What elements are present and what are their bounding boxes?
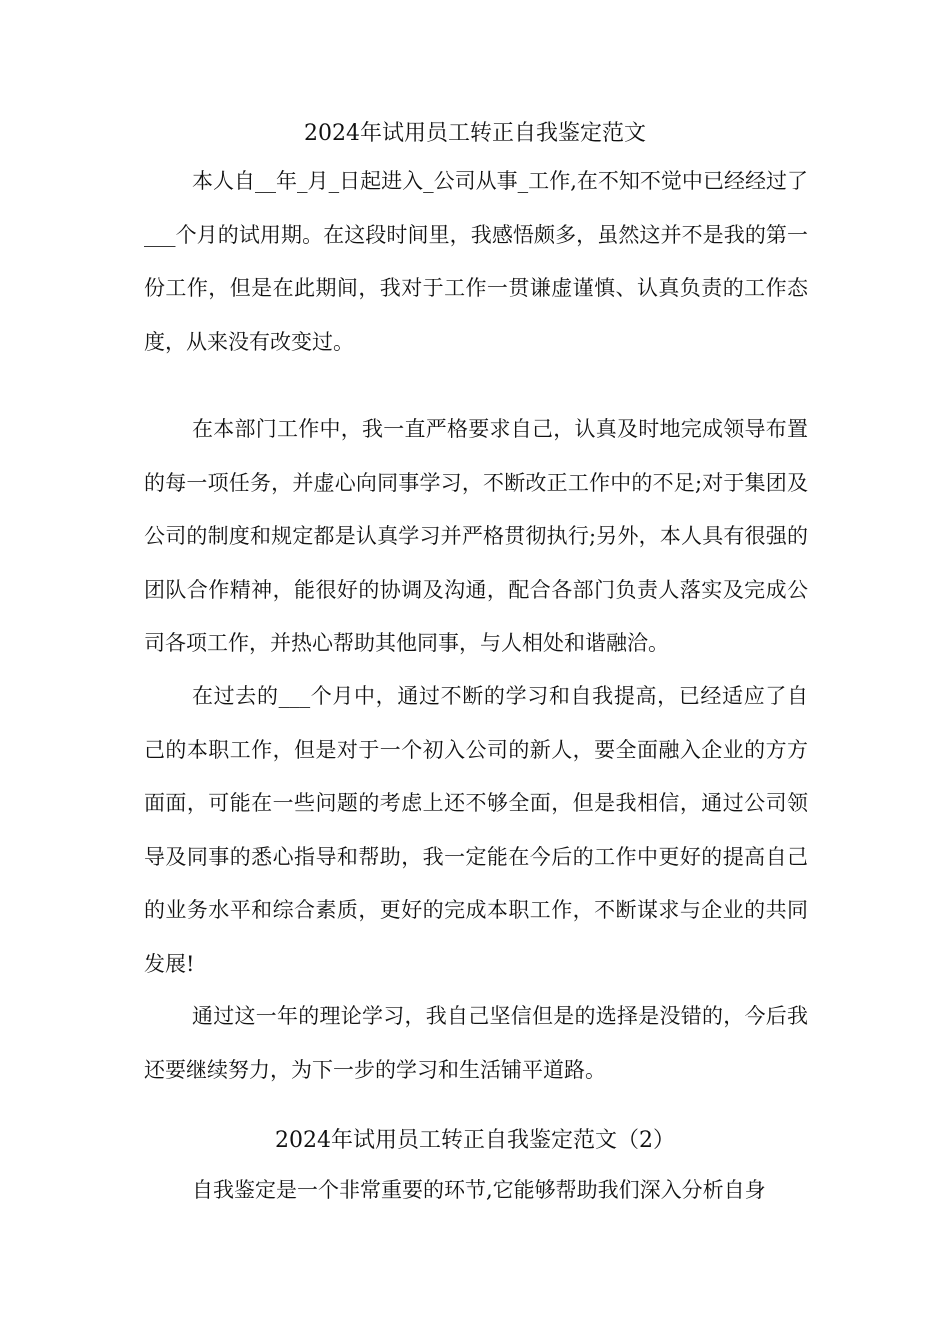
second-article-title: 2024年试用员工转正自我鉴定范文（2）	[275, 1128, 675, 1153]
second-article-paragraph: 自我鉴定是一个非常重要的环节,它能够帮助我们深入分析自身	[192, 1178, 766, 1202]
document-title: 2024年试用员工转正自我鉴定范文	[304, 121, 646, 146]
paragraph-past-months: 在过去的___个月中，通过不断的学习和自我提高，已经适应了自己的本职工作，但是对于一个初入公司的新人，要全面融入企业的方方面面，可能在一些问题的考虑上还不够全面，但是我相信，通过公司领导及同事的悉心指导和帮助，我一定能在今后的工作中更好的提高自己的业务水平和综合素质，更好的完成本职工作，不断谋求与企业的共同发展!	[144, 684, 808, 976]
paragraph-department-work: 在本部门工作中，我一直严格要求自己，认真及时地完成领导布置的每一项任务，并虚心向同事学习，不断改正工作中的不足;对于集团及公司的制度和规定都是认真学习并严格贯彻执行;另外，本人具有很强的团队合作精神，能很好的协调及沟通，配合各部门负责人落实及完成公司各项工作，并热心帮助其他同事，与人相处和谐融洽。	[144, 417, 808, 655]
paragraph-conclusion: 通过这一年的理论学习，我自己坚信但是的选择是没错的，今后我还要继续努力，为下一步的学习和生活铺平道路。	[144, 1004, 808, 1082]
paragraph-intro: 本人自__年_月_日起进入_公司从事_工作,在不知不觉中已经经过了___个月的试用期。在这段时间里，我感悟颇多，虽然这并不是我的第一份工作，但是在此期间，我对于工作一贯谦虚谨慎、认真负责的工作态度，从来没有改变过。	[144, 169, 808, 354]
